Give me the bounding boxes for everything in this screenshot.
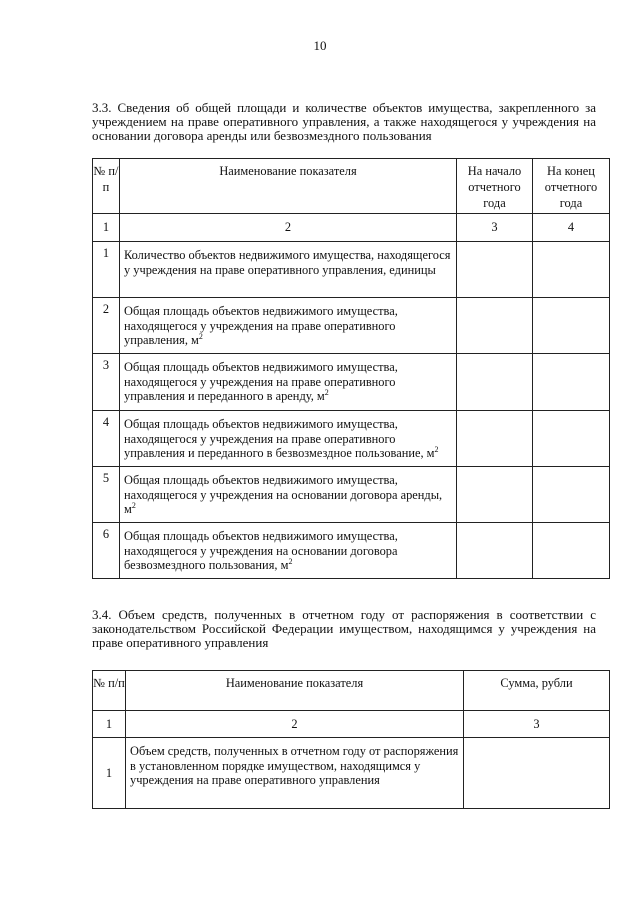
row-name: Общая площадь объектов недвижимого имущества, находящегося у учреждения на праве оперативного управления и переданного в безвозмездное пользование, $м^2$: [120, 411, 457, 467]
table-row: [93, 738, 610, 809]
table-row: [93, 467, 610, 523]
unit-superscript: 2: [288, 557, 293, 566]
table-row: [93, 411, 610, 467]
col-number: 4: [533, 214, 610, 242]
header-sum: Сумма, рубли: [464, 671, 610, 711]
header-num: № п/п: [93, 159, 120, 214]
row-number: 1: [93, 738, 126, 809]
unit-superscript: 2: [434, 445, 439, 454]
col-number: 1: [93, 214, 120, 242]
value-start-cell: [457, 298, 533, 354]
value-end-cell: [533, 411, 610, 467]
value-start-cell: [457, 411, 533, 467]
table-row: [93, 298, 610, 354]
table-row: [93, 523, 610, 579]
value-start-cell: [457, 242, 533, 298]
value-end-cell: [533, 354, 610, 411]
row-name: Общая площадь объектов недвижимого имущества, находящегося у учреждения на праве оперативного управления, $м^2$: [120, 298, 457, 354]
property-area-table: [92, 158, 610, 579]
column-number-row: [93, 711, 610, 738]
column-number-row: [93, 214, 610, 242]
row-number: 1: [93, 242, 120, 298]
value-end-cell: [533, 242, 610, 298]
unit-superscript: 2: [131, 501, 136, 510]
row-number: 5: [93, 467, 120, 523]
row-number: 3: [93, 354, 120, 411]
row-number: 6: [93, 523, 120, 579]
row-name: Общая площадь объектов недвижимого имущества, находящегося у учреждения на основании договора аренды, $м^2$: [120, 467, 457, 523]
row-name: Общая площадь объектов недвижимого имущества, находящегося у учреждения на основании договора безвозмездного пользования, $м^2$: [120, 523, 457, 579]
value-start-cell: [457, 523, 533, 579]
row-number: 2: [93, 298, 120, 354]
header-num: № п/п: [93, 671, 126, 711]
table-row: [93, 354, 610, 411]
col-number: 1: [93, 711, 126, 738]
section-3-3-title: 3.3. Сведения об общей площади и количестве объектов имущества, закрепленного за учреждением на праве оперативного управления, а также находящегося у учреждения на основании договора аренды или безвозмездного пользования: [92, 100, 596, 143]
sum-value-cell: [464, 738, 610, 809]
value-end-cell: [533, 298, 610, 354]
value-start-cell: [457, 354, 533, 411]
property-income-table: [92, 670, 610, 809]
row-name: Объем средств, полученных в отчетном году от распоряжения в установленном порядке имуществом, находящимся у учреждения на праве оперативного управления: [126, 738, 464, 809]
col-number: 3: [457, 214, 533, 242]
col-number: 2: [126, 711, 464, 738]
header-end-of-year: На конец отчетного года: [533, 159, 610, 214]
table-row: [93, 242, 610, 298]
header-name: Наименование показателя: [126, 671, 464, 711]
unit-superscript: 2: [324, 388, 329, 397]
row-name: Количество объектов недвижимого имущества, находящегося у учреждения на праве оперативного управления, единицы: [120, 242, 457, 298]
header-start-of-year: На начало отчетного года: [457, 159, 533, 214]
value-end-cell: [533, 523, 610, 579]
unit-superscript: 2: [198, 332, 203, 341]
header-name: Наименование показателя: [120, 159, 457, 214]
col-number: 3: [464, 711, 610, 738]
value-end-cell: [533, 467, 610, 523]
value-start-cell: [457, 467, 533, 523]
col-number: 2: [120, 214, 457, 242]
table-header-row: [93, 671, 610, 711]
section-3-4-title: 3.4. Объем средств, полученных в отчетном году от распоряжения в соответствии с законодательством Российской Федерации имуществом, находящимся у учреждения на праве оперативного управления: [92, 607, 596, 650]
page-number: 10: [313, 38, 327, 53]
row-name: Общая площадь объектов недвижимого имущества, находящегося у учреждения на праве оперативного управления и переданного в аренду, $м^2$: [120, 354, 457, 411]
table-header-row: [93, 159, 610, 214]
row-number: 4: [93, 411, 120, 467]
